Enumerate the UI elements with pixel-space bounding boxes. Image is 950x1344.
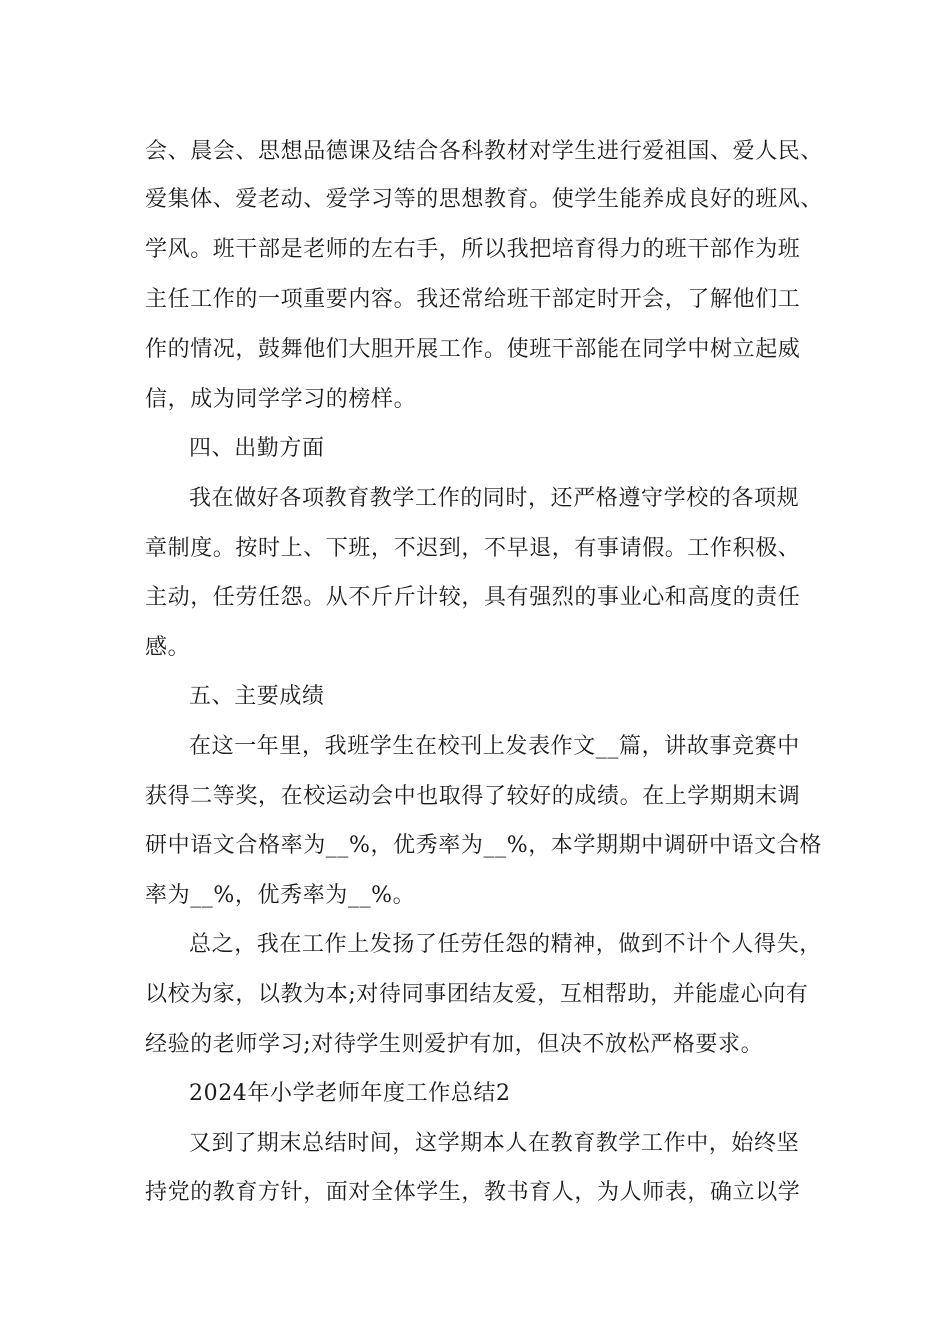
- paragraph-line: 我在做好各项教育教学工作的同时，还严格遵守学校的各项规: [189, 486, 800, 511]
- paragraph-line: 总之，我在工作上发扬了任劳任怨的精神，做到不计个人得失，: [189, 932, 822, 957]
- paragraph-line: 主动，任劳任怨。从不斤斤计较，具有强烈的事业心和高度的责任: [145, 585, 801, 610]
- paragraph-line: 学风。班干部是老师的左右手，所以我把培育得力的班干部作为班: [145, 237, 801, 262]
- paragraph-line: 在这一年里，我班学生在校刊上发表作文__篇，讲故事竞赛中: [189, 734, 800, 759]
- paragraph-line: 章制度。按时上、下班，不迟到，不早退，有事请假。工作积极、: [145, 536, 801, 561]
- paragraph-line: 率为__%，优秀率为__%。: [145, 883, 416, 908]
- paragraph-line: 作的情况，鼓舞他们大胆开展工作。使班干部能在同学中树立起威: [145, 337, 801, 362]
- section-heading: 四、出勤方面: [189, 436, 325, 461]
- paragraph-line: 爱集体、爱老动、爱学习等的思想教育。使学生能养成良好的班风、: [145, 187, 824, 212]
- paragraph-line: 信，成为同学学习的榜样。: [145, 387, 417, 412]
- paragraph-line: 又到了期末总结时间，这学期本人在教育教学工作中，始终坚: [189, 1131, 800, 1156]
- paragraph-line: 经验的老师学习;对待学生则爱护有加，但决不放松严格要求。: [145, 1032, 764, 1057]
- paragraph-line: 研中语文合格率为__%，优秀率为__%，本学期期中调研中语文合格: [145, 833, 823, 858]
- paragraph-line: 以校为家，以教为本;对待同事团结友爱，互相帮助，并能虚心向有: [145, 982, 809, 1007]
- section-title: 2024年小学老师年度工作总结2: [189, 1081, 511, 1106]
- section-heading: 五、主要成绩: [189, 684, 325, 709]
- paragraph-line: 感。: [145, 635, 191, 660]
- paragraph-line: 获得二等奖，在校运动会中也取得了较好的成绩。在上学期期末调: [145, 784, 801, 809]
- paragraph-line: 主任工作的一项重要内容。我还常给班干部定时开会，了解他们工: [145, 287, 801, 312]
- paragraph-line: 持党的教育方针，面对全体学生，教书育人，为人师表，确立以学: [145, 1180, 801, 1205]
- paragraph-line: 会、晨会、思想品德课及结合各科教材对学生进行爱祖国、爱人民、: [145, 139, 824, 164]
